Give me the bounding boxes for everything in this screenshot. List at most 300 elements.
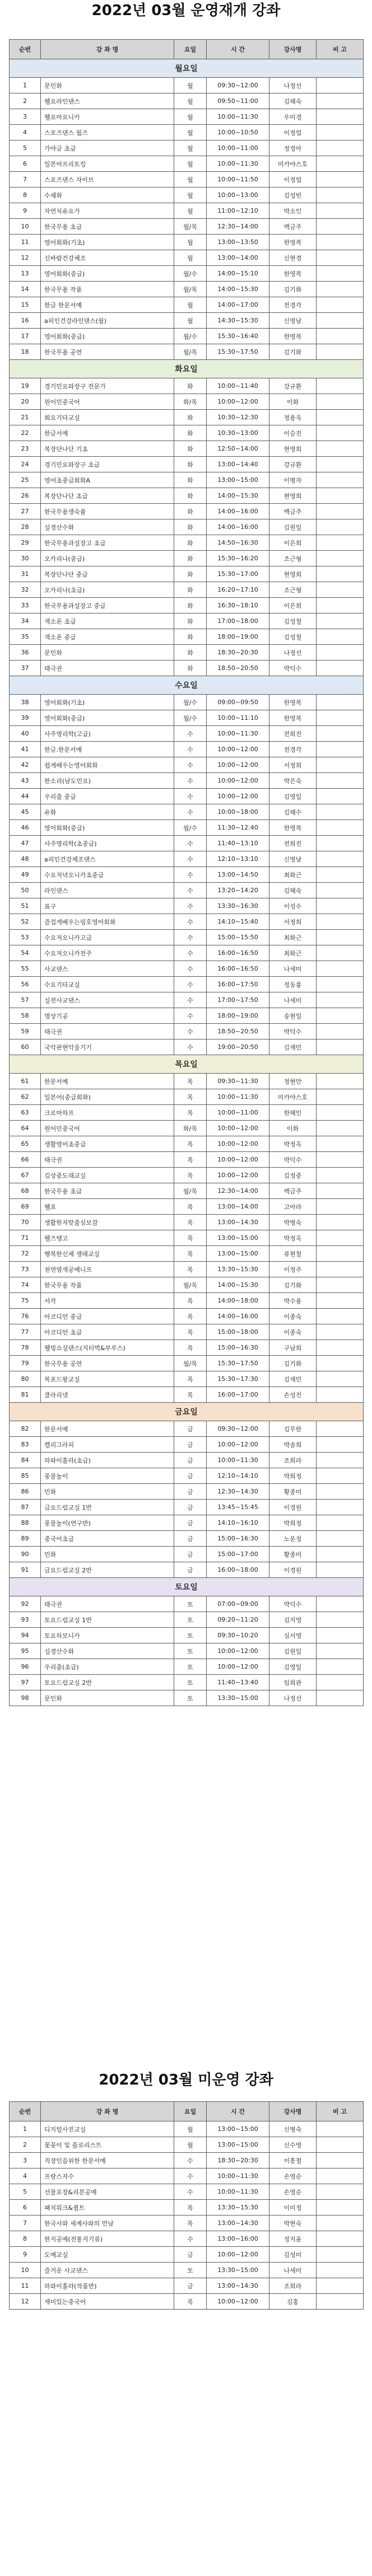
col-number-cell: 7 (10, 2216, 41, 2231)
col-course-name-cell: 태극권 (41, 1024, 174, 1039)
col-number-cell: 13 (10, 266, 41, 282)
col-instructor-cell: 김무한 (269, 1421, 317, 1437)
col-course-name-header: 강 좌 명 (41, 2102, 174, 2121)
table-row (10, 773, 364, 789)
col-course-name-cell: 색소폰 중급 (41, 629, 174, 645)
col-note-cell (317, 172, 364, 188)
col-time-cell: 10:00~11:50 (207, 172, 269, 188)
col-note-cell (317, 2184, 364, 2200)
col-instructor-cell: 최화근 (269, 930, 317, 945)
col-day-cell: 화 (174, 457, 207, 472)
table-row (10, 1024, 364, 1039)
col-day-cell: 금 (174, 1421, 207, 1437)
col-note-cell (317, 851, 364, 867)
col-day-cell: 화 (174, 472, 207, 488)
col-note-cell (317, 645, 364, 661)
col-day-cell: 수 (174, 726, 207, 742)
col-course-name-cell: 한글.한문서예 (41, 742, 174, 757)
col-note-cell (317, 1183, 364, 1199)
col-time-cell: 15:00~16:30 (207, 1531, 269, 1547)
col-day-cell: 목 (174, 1246, 207, 1262)
col-course-name-cell: 실전사교댄스 (41, 992, 174, 1008)
col-note-cell (317, 78, 364, 93)
col-course-name-cell: 금요드럼교실 2반 (41, 1562, 174, 1578)
col-day-cell: 월/수 (174, 820, 207, 836)
col-instructor-cell: 김기화 (269, 344, 317, 360)
col-instructor-header: 강사명 (269, 2102, 317, 2121)
col-course-name-cell: 아코디언 중급 (41, 1309, 174, 1324)
col-number-cell: 86 (10, 1484, 41, 1500)
table-row (10, 2168, 364, 2184)
col-time-cell: 12:10~13:10 (207, 851, 269, 867)
col-note-cell (317, 1453, 364, 1468)
col-time-cell: 10:00~12:00 (207, 1659, 269, 1675)
col-course-name-cell: 웰빙쇼설댄스(지터벅&부루스) (41, 1340, 174, 1356)
col-note-header: 비 고 (317, 40, 364, 59)
col-time-cell: 13:00~15:00 (207, 2121, 269, 2137)
col-day-cell: 수 (174, 1039, 207, 1055)
col-note-cell (317, 266, 364, 282)
col-day-cell: 토 (174, 1659, 207, 1675)
col-day-cell: 수 (174, 851, 207, 867)
col-time-cell: 14:00~16:00 (207, 519, 269, 535)
col-course-name-cell: 즐거운 사교댄스 (41, 2263, 174, 2278)
col-day-cell: 수 (174, 2184, 207, 2200)
col-number-cell: 63 (10, 1105, 41, 1121)
col-number-cell: 32 (10, 582, 41, 598)
col-number-cell: 57 (10, 992, 41, 1008)
col-instructor-cell: 김기화 (269, 1277, 317, 1293)
col-number-cell: 42 (10, 757, 41, 773)
col-number-cell: 49 (10, 867, 41, 883)
col-course-name-cell: 유화 (41, 804, 174, 820)
col-note-cell (317, 2263, 364, 2278)
table-row (10, 945, 364, 961)
col-number-cell: 90 (10, 1547, 41, 1562)
col-instructor-cell: 이화 (269, 394, 317, 410)
col-number-cell: 88 (10, 1515, 41, 1531)
table-row (10, 1277, 364, 1293)
col-note-cell (317, 1675, 364, 1690)
col-note-cell (317, 125, 364, 140)
col-day-cell: 월 (174, 250, 207, 266)
page-title-operating: 2022년 03월 운영재개 강좌 (91, 2, 281, 19)
col-time-cell: 13:00~14:40 (207, 457, 269, 472)
col-course-name-cell: 행복한신체 생태교실 (41, 1246, 174, 1262)
col-instructor-cell: 박덕수 (269, 1596, 317, 1612)
col-note-cell (317, 1484, 364, 1500)
col-number-cell: 58 (10, 1008, 41, 1024)
col-day-cell: 수 (174, 977, 207, 992)
col-course-name-cell: 수요기타교실 (41, 977, 174, 992)
col-instructor-cell: 노운정 (269, 1531, 317, 1547)
col-time-cell: 10:00~12:00 (207, 1643, 269, 1659)
col-time-cell: 14:00~18:00 (207, 1293, 269, 1309)
col-note-cell (317, 1612, 364, 1628)
col-number-cell: 8 (10, 2231, 41, 2247)
col-course-name-cell: 직장인을위한 한문서예 (41, 2153, 174, 2168)
col-day-cell: 월 (174, 172, 207, 188)
col-course-name-cell: 한문서예 (41, 1074, 174, 1089)
col-number-cell: 33 (10, 598, 41, 613)
col-note-cell (317, 1105, 364, 1121)
col-time-cell: 15:00~17:00 (207, 1547, 269, 1562)
col-note-cell (317, 504, 364, 519)
col-day-cell: 목 (174, 1340, 207, 1356)
col-instructor-cell: 정지윤 (269, 2231, 317, 2247)
col-day-cell: 금 (174, 1468, 207, 1484)
col-course-name-cell: 경기민요와장구 초급 (41, 457, 174, 472)
table-row (10, 313, 364, 329)
table-row (10, 2121, 364, 2137)
table-row (10, 898, 364, 914)
col-time-cell: 17:00~18:00 (207, 613, 269, 629)
table-row (10, 1039, 364, 1055)
col-day-cell: 월 (174, 93, 207, 109)
col-course-name-cell: 하와이훌라(초급) (41, 1453, 174, 1468)
col-day-cell: 화 (174, 441, 207, 457)
col-number-cell: 75 (10, 1293, 41, 1309)
col-number-cell: 74 (10, 1277, 41, 1293)
col-note-header: 비 고 (317, 2102, 364, 2121)
table-row (10, 1262, 364, 1277)
col-day-cell: 월 (174, 235, 207, 250)
table-row (10, 519, 364, 535)
table-row (10, 1246, 364, 1262)
col-number-cell: 55 (10, 961, 41, 977)
col-course-name-cell: 프랑스자수 (41, 2168, 174, 2184)
col-course-name-cell: 재미있는중국어 (41, 2294, 174, 2310)
col-number-cell: 54 (10, 945, 41, 961)
table-row (10, 297, 364, 313)
col-number-cell: 59 (10, 1024, 41, 1039)
col-day-cell: 수 (174, 992, 207, 1008)
table-row (10, 1596, 364, 1612)
col-note-cell (317, 1293, 364, 1309)
col-number-cell: 1 (10, 78, 41, 93)
col-note-cell (317, 109, 364, 125)
col-number-cell: 73 (10, 1262, 41, 1277)
day-section-header (10, 1055, 364, 1074)
operating-courses-table (9, 39, 364, 1706)
col-course-name-cell: 하와이훌라(작품반) (41, 2278, 174, 2294)
col-time-cell: 13:30~15:30 (207, 1262, 269, 1277)
col-note-cell (317, 410, 364, 425)
col-course-name-cell: 일본어(중급회화) (41, 1089, 174, 1105)
col-time-cell: 17:00~17:50 (207, 992, 269, 1008)
col-time-cell: 13:00~14:50 (207, 867, 269, 883)
col-course-name-cell: 한국무용 초급 (41, 1183, 174, 1199)
col-instructor-cell: 이승진 (269, 425, 317, 441)
col-day-cell: 금 (174, 1500, 207, 1515)
col-note-cell (317, 898, 364, 914)
col-time-cell: 10:00~12:00 (207, 2294, 269, 2310)
table-row (10, 914, 364, 930)
table-row (10, 219, 364, 235)
col-time-cell: 13:30~15:00 (207, 1690, 269, 1706)
col-instructor-cell: 한영복 (269, 710, 317, 726)
table-row (10, 992, 364, 1008)
col-course-name-cell: 웰요라인댄스 (41, 93, 174, 109)
col-number-cell: 8 (10, 188, 41, 203)
table-row (10, 1340, 364, 1356)
col-day-cell: 월/목 (174, 219, 207, 235)
col-course-name-cell: 영어회화(중급) (41, 329, 174, 344)
col-note-cell (317, 2168, 364, 2184)
col-day-cell: 금 (174, 1547, 207, 1562)
table-row (10, 742, 364, 757)
col-number-cell: 29 (10, 535, 41, 551)
col-note-cell (317, 867, 364, 883)
col-number-cell: 65 (10, 1136, 41, 1152)
table-row (10, 695, 364, 710)
col-number-cell: 81 (10, 1387, 41, 1403)
col-note-cell (317, 1152, 364, 1168)
col-time-cell: 10:00~12:00 (207, 1437, 269, 1453)
col-note-cell (317, 1437, 364, 1453)
table-row (10, 203, 364, 219)
col-time-cell: 13:30~16:30 (207, 898, 269, 914)
col-time-cell: 16:00~17:50 (207, 977, 269, 992)
col-time-cell: 13:00~14:00 (207, 1199, 269, 1215)
table-row (10, 930, 364, 945)
col-course-name-cell: 문인화 (41, 645, 174, 661)
col-number-cell: 60 (10, 1039, 41, 1055)
col-number-cell: 61 (10, 1074, 41, 1089)
col-day-cell: 화/목 (174, 394, 207, 410)
col-note-cell (317, 313, 364, 329)
col-time-cell: 13:00~16:00 (207, 2231, 269, 2247)
col-course-name-cell: 원어민중국어 (41, 1121, 174, 1136)
col-course-name-cell: 스포즈댄스 자이브 (41, 172, 174, 188)
col-course-name-cell: 토요하모니카 (41, 1628, 174, 1643)
table-row (10, 883, 364, 898)
table-row (10, 1468, 364, 1484)
col-course-name-cell: 클라리넷 (41, 1387, 174, 1403)
col-day-cell: 화 (174, 535, 207, 551)
col-number-cell: 2 (10, 2137, 41, 2153)
table-row (10, 535, 364, 551)
col-course-name-cell: 한문서예 (41, 1421, 174, 1437)
col-instructor-cell: 이화 (269, 1121, 317, 1136)
col-day-cell: 화 (174, 582, 207, 598)
col-course-name-cell: 우리춤(초급) (41, 1659, 174, 1675)
col-number-cell: 4 (10, 2168, 41, 2184)
col-instructor-cell: 나정선 (269, 78, 317, 93)
col-note-cell (317, 820, 364, 836)
col-course-name-cell: 영어초중급회화A (41, 472, 174, 488)
col-course-name-cell: 서각 (41, 1293, 174, 1309)
col-number-cell: 67 (10, 1168, 41, 1183)
table-row (10, 425, 364, 441)
col-time-cell: 13:00~14:00 (207, 250, 269, 266)
col-course-name-cell: 김상중도래교실 (41, 1168, 174, 1183)
col-number-cell: 28 (10, 519, 41, 535)
col-day-cell: 금 (174, 1562, 207, 1578)
col-day-cell: 목 (174, 1105, 207, 1121)
col-instructor-cell: 이은희 (269, 598, 317, 613)
table-row (10, 1136, 364, 1152)
col-day-cell: 화 (174, 645, 207, 661)
col-instructor-cell: 김영일 (269, 1659, 317, 1675)
table-row (10, 2294, 364, 2310)
table-row (10, 645, 364, 661)
col-instructor-cell: 김정중 (269, 1168, 317, 1183)
col-instructor-cell: 백금주 (269, 219, 317, 235)
col-time-cell: 15:30~17:00 (207, 566, 269, 582)
col-time-cell: 10:00~12:00 (207, 394, 269, 410)
col-note-cell (317, 1500, 364, 1515)
col-day-cell: 화 (174, 661, 207, 676)
col-time-cell: 09:00~09:50 (207, 695, 269, 710)
table-row (10, 1089, 364, 1105)
col-instructor-cell: 이정업 (269, 172, 317, 188)
col-time-cell: 09:30~12:00 (207, 1421, 269, 1437)
table-row (10, 441, 364, 457)
day-label: 수요일 (10, 676, 364, 695)
col-day-header: 요일 (174, 2102, 207, 2121)
col-time-cell: 10:00~12:00 (207, 1152, 269, 1168)
col-day-cell: 화 (174, 613, 207, 629)
col-instructor-cell: 전희진 (269, 836, 317, 851)
col-instructor-cell: 박덕수 (269, 1024, 317, 1039)
col-note-cell (317, 1074, 364, 1089)
table-row (10, 1168, 364, 1183)
col-day-cell: 화 (174, 488, 207, 504)
col-day-cell: 목 (174, 1215, 207, 1230)
col-day-cell: 목 (174, 2294, 207, 2310)
col-note-cell (317, 2278, 364, 2294)
col-day-cell: 토 (174, 1612, 207, 1628)
col-course-name-cell: 한국무용과설장고 중급 (41, 598, 174, 613)
col-day-cell: 목 (174, 1168, 207, 1183)
col-number-cell: 21 (10, 410, 41, 425)
col-day-cell: 화/목 (174, 1121, 207, 1136)
col-note-cell (317, 1089, 364, 1105)
col-note-cell (317, 1008, 364, 1024)
col-course-name-cell: 색소폰 초급 (41, 613, 174, 629)
col-instructor-cell: 한영복 (269, 695, 317, 710)
col-course-name-cell: 자연치유요가 (41, 203, 174, 219)
col-note-cell (317, 1230, 364, 1246)
col-number-cell: 1 (10, 2121, 41, 2137)
col-instructor-cell: 박현숙 (269, 2216, 317, 2231)
col-note-cell (317, 836, 364, 851)
col-course-name-cell: 수채화 (41, 188, 174, 203)
col-day-cell: 수 (174, 2231, 207, 2247)
col-note-cell (317, 93, 364, 109)
col-instructor-cell: 황종미 (269, 1547, 317, 1562)
col-course-name-cell: 영어회화(기초) (41, 695, 174, 710)
col-note-cell (317, 961, 364, 977)
col-number-cell: 6 (10, 156, 41, 172)
col-note-cell (317, 188, 364, 203)
col-note-cell (317, 1168, 364, 1183)
col-number-cell: 43 (10, 773, 41, 789)
col-course-name-cell: 태극권 (41, 1596, 174, 1612)
col-day-cell: 금 (174, 2278, 207, 2294)
col-number-cell: 11 (10, 2278, 41, 2294)
page-title-suspended: 2022년 03월 미운영 강좌 (99, 2072, 273, 2088)
col-number-cell: 76 (10, 1309, 41, 1324)
col-note-cell (317, 2294, 364, 2310)
table-row (10, 2153, 364, 2168)
day-section-header (10, 59, 364, 78)
col-time-cell: 11:40~13:10 (207, 836, 269, 851)
col-number-cell: 9 (10, 203, 41, 219)
table-row (10, 1628, 364, 1643)
col-instructor-cell: 최화근 (269, 945, 317, 961)
day-label: 목요일 (10, 1055, 364, 1074)
col-day-cell: 월 (174, 2121, 207, 2137)
col-course-name-cell: 한지공예(전통지기류) (41, 2231, 174, 2247)
col-number-header: 순번 (10, 2102, 41, 2121)
col-day-cell: 월 (174, 313, 207, 329)
col-instructor-cell: 손영순 (269, 2184, 317, 2200)
col-note-cell (317, 1199, 364, 1215)
col-course-name-cell: 오카리나(중급) (41, 551, 174, 566)
col-note-cell (317, 2216, 364, 2231)
col-instructor-cell: 심서영 (269, 1628, 317, 1643)
col-number-cell: 12 (10, 250, 41, 266)
col-instructor-cell: 김원일 (269, 1643, 317, 1659)
col-note-cell (317, 2121, 364, 2137)
table-row (10, 1309, 364, 1324)
col-course-name-cell: 사주명리학(고급) (41, 726, 174, 742)
col-number-cell: 34 (10, 613, 41, 629)
col-number-cell: 72 (10, 1246, 41, 1262)
table-row (10, 613, 364, 629)
col-time-cell: 14:00~15:30 (207, 282, 269, 297)
table-row (10, 2247, 364, 2263)
table-row (10, 2278, 364, 2294)
table-row (10, 1152, 364, 1168)
col-instructor-cell: 김지영 (269, 1612, 317, 1628)
table-row (10, 172, 364, 188)
col-time-cell: 15:30~17:50 (207, 1356, 269, 1371)
col-time-cell: 14:00~15:10 (207, 266, 269, 282)
col-instructor-cell: 김혜수 (269, 804, 317, 820)
col-note-cell (317, 250, 364, 266)
table-row (10, 1183, 364, 1199)
col-time-cell: 13:00~14:30 (207, 2278, 269, 2294)
col-instructor-cell: 김성미 (269, 2247, 317, 2263)
col-time-cell: 11:00~12:10 (207, 203, 269, 219)
col-time-cell: 15:00~18:00 (207, 1324, 269, 1340)
col-time-cell: 13:00~14:30 (207, 2216, 269, 2231)
col-note-cell (317, 1039, 364, 1055)
col-number-cell: 82 (10, 1421, 41, 1437)
col-time-cell: 15:00~16:30 (207, 1340, 269, 1356)
col-number-cell: 15 (10, 297, 41, 313)
col-course-name-cell: 한국무용 공연 (41, 1356, 174, 1371)
col-note-cell (317, 977, 364, 992)
col-course-name-cell: 한국무용 작품 (41, 1277, 174, 1293)
col-time-cell: 14:00~17:00 (207, 297, 269, 313)
col-day-cell: 월 (174, 203, 207, 219)
col-time-cell: 10:00~12:00 (207, 1136, 269, 1152)
table-row (10, 1612, 364, 1628)
col-course-name-cell: 실경산수화 (41, 1643, 174, 1659)
col-course-name-cell: 영어회화(기초) (41, 235, 174, 250)
col-course-name-cell: 표구 (41, 898, 174, 914)
col-time-cell: 12:30~14:30 (207, 1484, 269, 1500)
col-instructor-cell: 강규환 (269, 378, 317, 394)
col-day-cell: 화 (174, 410, 207, 425)
col-note-cell (317, 378, 364, 394)
col-day-cell: 목 (174, 2200, 207, 2216)
col-note-cell (317, 1340, 364, 1356)
